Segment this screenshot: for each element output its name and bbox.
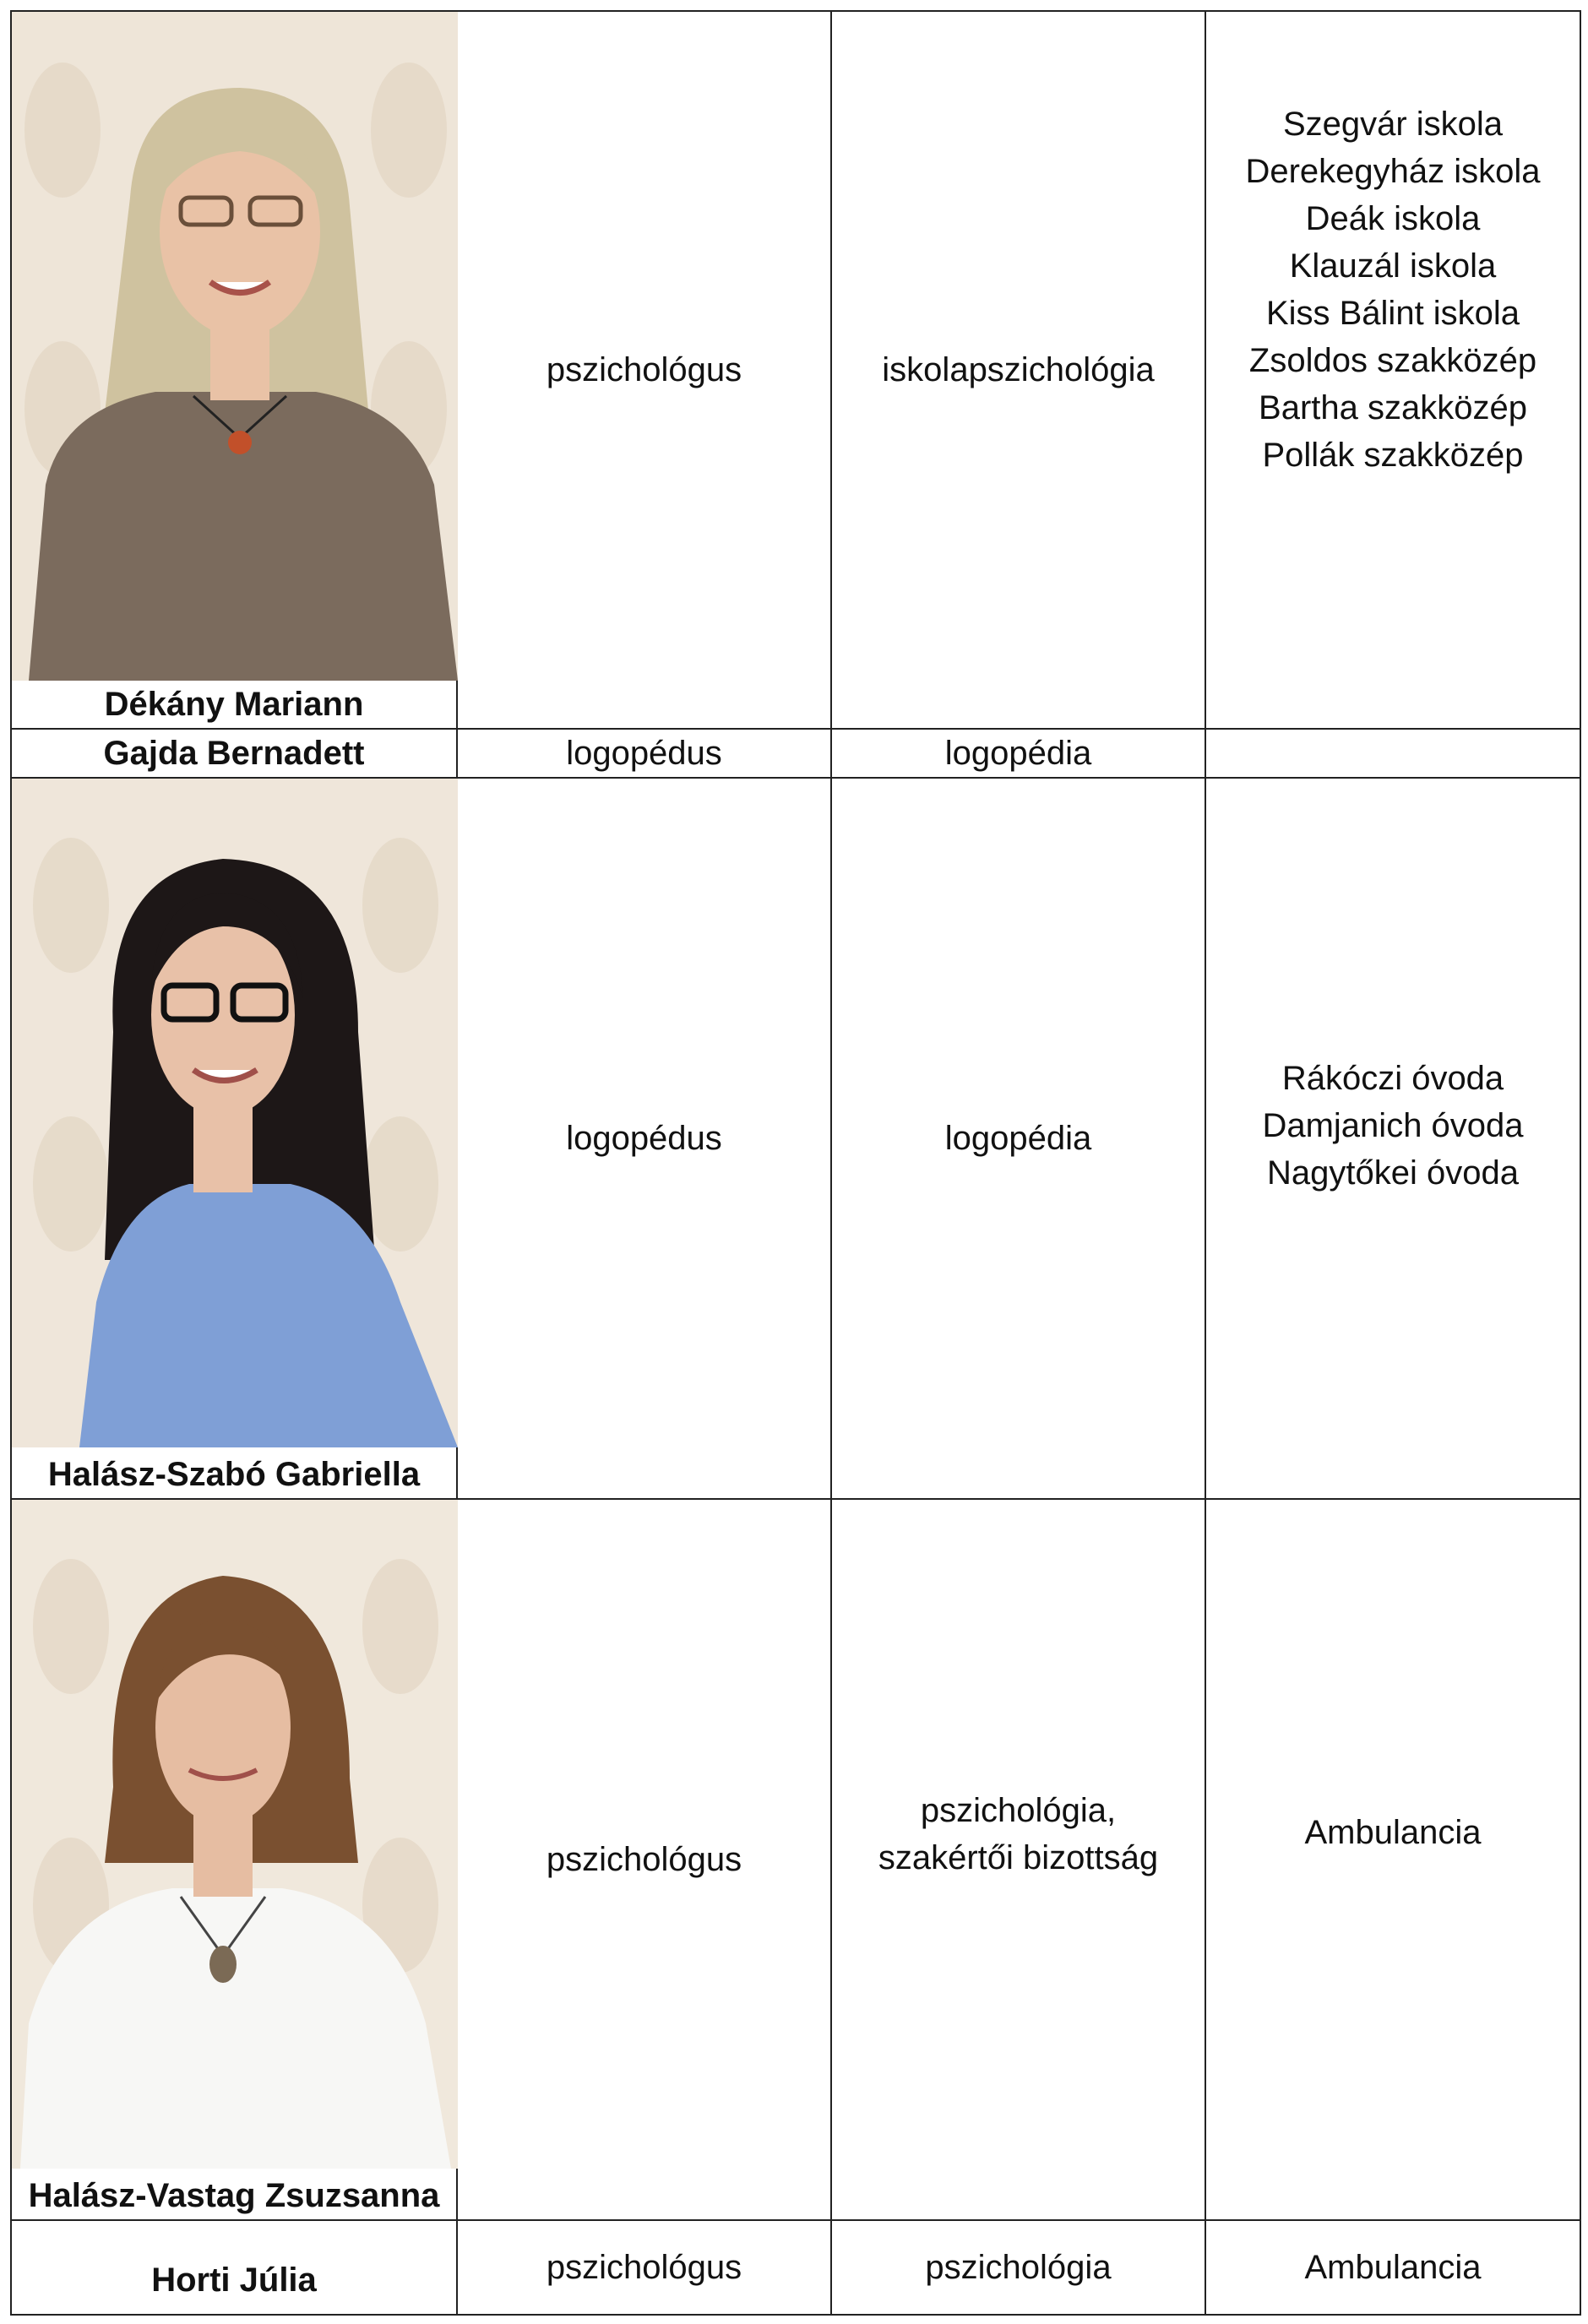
person-cell xyxy=(11,778,457,1499)
field-line: szakértői bizottság xyxy=(878,1839,1159,1876)
person-name: Gajda Bernadett xyxy=(11,729,457,778)
person-cell xyxy=(11,11,457,729)
person-name: Horti Júlia xyxy=(151,2262,317,2299)
locations-cell xyxy=(1205,778,1580,1499)
location-item: Damjanich óvoda xyxy=(1262,1107,1524,1144)
person-name: Dékány Mariann xyxy=(104,686,364,723)
role-cell: pszichológus xyxy=(457,1499,831,2220)
role-cell: pszichológus xyxy=(457,11,831,729)
location-item: Ambulancia xyxy=(1304,1814,1482,1851)
portrait-photo xyxy=(12,779,458,1447)
locations-cell xyxy=(1205,729,1580,778)
role-cell: logopédus xyxy=(457,729,831,778)
locations-cell xyxy=(1205,11,1580,729)
person-name: Halász-Vastag Zsuzsanna xyxy=(28,2177,440,2214)
field-cell xyxy=(831,1499,1205,2220)
location-item: Nagytőkei óvoda xyxy=(1267,1154,1519,1192)
location-item: Deák iskola xyxy=(1305,200,1481,237)
field-cell: logopédia xyxy=(831,778,1205,1499)
table-row xyxy=(11,778,1580,1499)
field-cell: iskolapszichológia xyxy=(831,11,1205,729)
field-cell: pszichológia xyxy=(831,2220,1205,2315)
table-row xyxy=(11,729,1580,778)
location-item: Rákóczi óvoda xyxy=(1281,1060,1504,1097)
location-item: Kiss Bálint iskola xyxy=(1265,295,1520,332)
locations-cell xyxy=(1205,1499,1580,2220)
location-item: Pollák szakközép xyxy=(1262,437,1524,474)
portrait-photo xyxy=(12,1500,458,2169)
person-cell xyxy=(11,1499,457,2220)
location-item: Bartha szakközép xyxy=(1259,389,1527,426)
table-row xyxy=(11,1499,1580,2220)
staff-table xyxy=(10,10,1581,2316)
role-cell: logopédus xyxy=(457,778,831,1499)
portrait-photo xyxy=(12,12,458,681)
location-item: Derekegyház iskola xyxy=(1245,153,1541,190)
table-row xyxy=(11,2220,1580,2315)
person-name: Halász-Szabó Gabriella xyxy=(47,1456,421,1493)
field-cell: logopédia xyxy=(831,729,1205,778)
role-cell: pszichológus xyxy=(457,2220,831,2315)
location-item: Klauzál iskola xyxy=(1289,247,1497,285)
person-cell xyxy=(11,2220,457,2315)
table-row xyxy=(11,11,1580,729)
location-item: Szegvár iskola xyxy=(1282,106,1504,143)
location-item: Zsoldos szakközép xyxy=(1248,342,1537,379)
field-line: pszichológia, xyxy=(920,1792,1117,1829)
locations-cell: Ambulancia xyxy=(1205,2220,1580,2315)
